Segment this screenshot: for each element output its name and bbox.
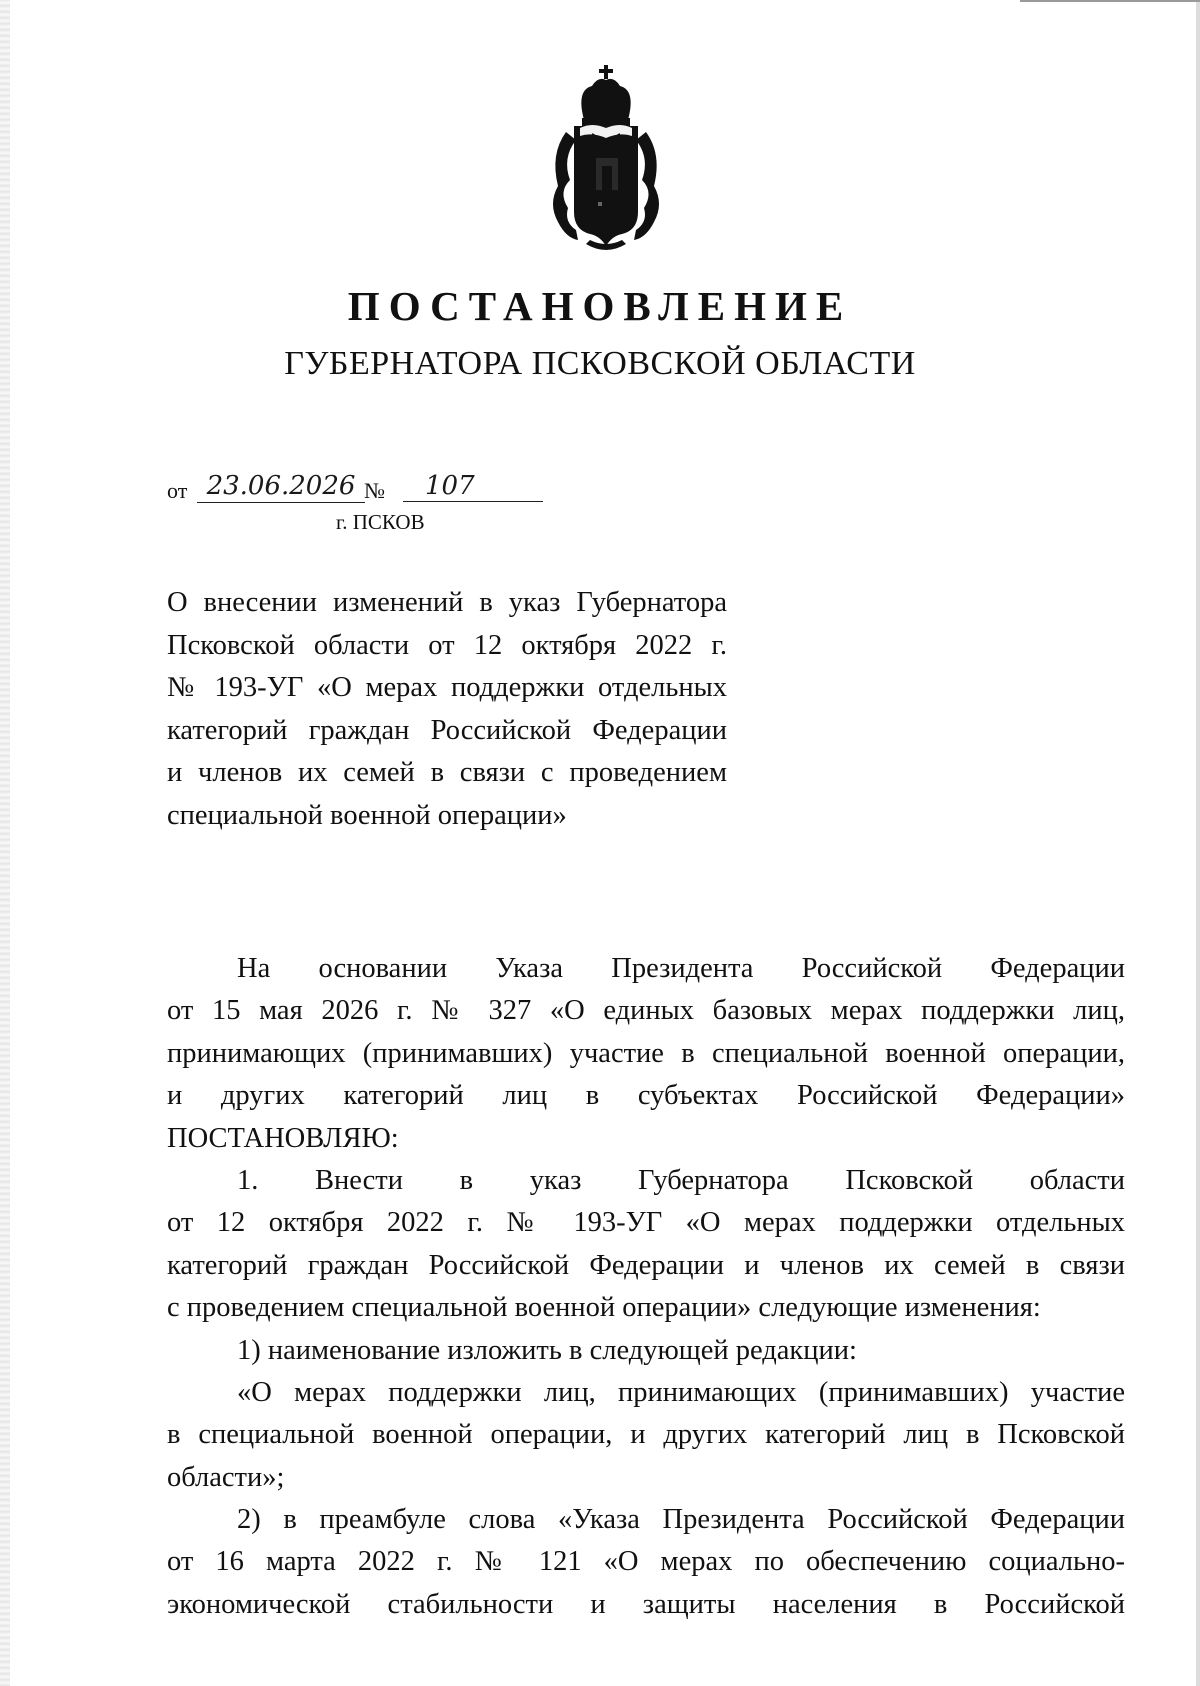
body-line: ПОСТАНОВЛЯЮ: — [167, 1122, 399, 1154]
body-line: экономической стабильности и защиты населения в Российской — [167, 1588, 1125, 1620]
body-line: области»; — [167, 1461, 285, 1493]
subject-line: и членов их семей в связи с проведением — [167, 757, 727, 788]
body-line: от 15 мая 2026 г. № 327 «О единых базовых мерах поддержки лиц, — [167, 995, 1125, 1027]
subject-line: специальной военной операции» — [167, 799, 567, 831]
number-label: № — [364, 478, 385, 503]
subject-line: О внесении изменений в указ Губернатора — [167, 587, 727, 618]
city-label: г. ПСКОВ — [336, 510, 425, 534]
handwritten-number: 107 — [403, 470, 543, 502]
body-line: в специальной военной операции, и других категорий лиц в Псковской — [167, 1419, 1125, 1451]
body-line: На основании Указа Президента Российской Федерации — [237, 953, 1125, 984]
date-number-line — [167, 470, 567, 506]
body-line: с проведением специальной военной операции» следующие изменения: — [167, 1292, 1041, 1324]
scan-edge-left — [0, 0, 10, 1686]
document-body — [167, 948, 1125, 1626]
body-line: 1) наименование изложить в следующей редакции: — [237, 1334, 857, 1366]
document-type-title: ПОСТАНОВЛЕНИЕ — [347, 283, 853, 329]
issuing-authority: ГУБЕРНАТОРА ПСКОВСКОЙ ОБЛАСТИ — [284, 345, 916, 382]
body-line: 2) в преамбуле слова «Указа Президента Российской Федерации — [237, 1504, 1125, 1536]
from-label: от — [167, 478, 188, 503]
body-line: от 12 октября 2022 г. № 193-УГ «О мерах поддержки отдельных — [167, 1207, 1125, 1239]
subject-line: № 193-УГ «О мерах поддержки отдельных — [167, 672, 727, 703]
body-line: «О мерах поддержки лиц, принимающих (принимавших) участие — [237, 1376, 1125, 1408]
body-line: категорий граждан Российской Федерации и членов их семей в связи — [167, 1249, 1125, 1281]
coat-of-arms-icon — [536, 62, 676, 257]
scan-edge-right — [1196, 0, 1200, 1686]
document-subject — [167, 582, 727, 837]
body-line: принимающих (принимавших) участие в специальной военной операции, — [167, 1037, 1125, 1069]
scan-top-line — [1020, 0, 1200, 2]
body-line: 1. Внести в указ Губернатора Псковской области — [237, 1164, 1125, 1196]
subject-line: Псковской области от 12 октября 2022 г. — [167, 629, 727, 661]
handwritten-date: 23.06.2026 — [197, 470, 365, 503]
body-line: и других категорий лиц в субъектах Российской Федерации» — [167, 1080, 1125, 1112]
subject-line: категорий граждан Российской Федерации — [167, 714, 727, 746]
body-line: от 16 марта 2022 г. № 121 «О мерах по обеспечению социально- — [167, 1546, 1125, 1578]
